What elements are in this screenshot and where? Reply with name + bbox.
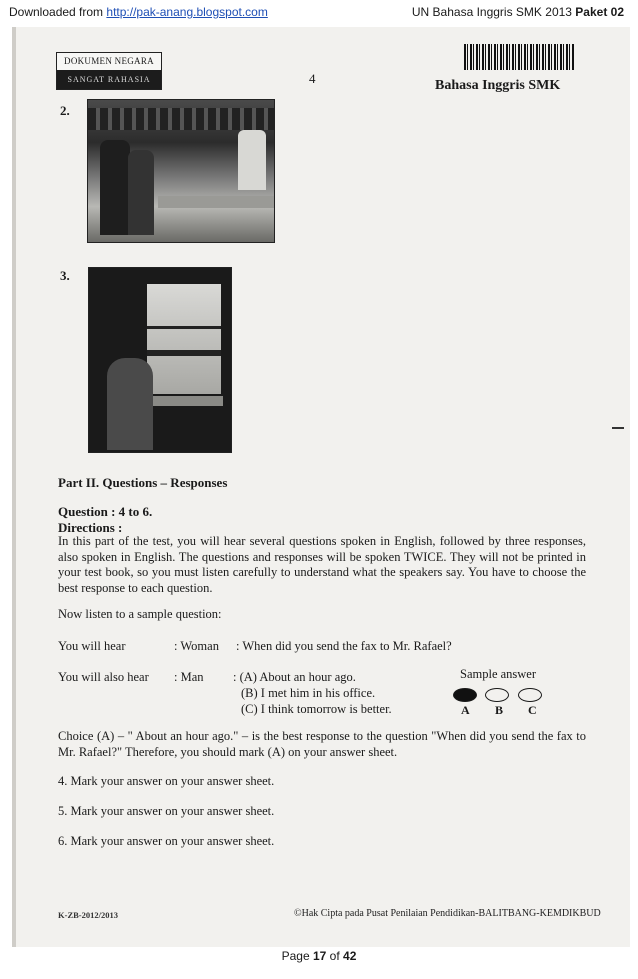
- page-sep: of: [326, 949, 344, 963]
- exam-title: [412, 5, 624, 19]
- stamp-bottom: SANGAT RAHASIA: [57, 70, 161, 89]
- bubble-c-label: C: [528, 703, 537, 717]
- page-number: 4: [309, 71, 316, 86]
- page-prefix: Page: [281, 949, 313, 963]
- photo-figure: [107, 358, 153, 450]
- photo-window-bar: [147, 326, 221, 329]
- man-label: : Man: [174, 670, 204, 684]
- scanned-page: [12, 27, 630, 947]
- blog-link[interactable]: http://pak-anang.blogspot.com: [106, 5, 268, 19]
- option-c: (C) I think tomorrow is better.: [241, 702, 392, 716]
- directions-text: In this part of the test, you will hear several questions spoken in English, followed by three responses, also spoken in English. The questions and responses will be spoken TWICE. They will not be printed in your test book, so you must listen carefully to understand what the speakers say. You have to choose the best response to each question.: [58, 534, 586, 595]
- barcode: [464, 44, 574, 70]
- photo-figure: [100, 140, 130, 235]
- photo-shelf: [88, 108, 274, 130]
- page-total: 42: [343, 949, 357, 963]
- document-stamp: [56, 52, 162, 90]
- photo-window-bar: [147, 350, 221, 356]
- option-b: (B) I met him in his office.: [241, 686, 376, 700]
- download-source: [9, 5, 268, 19]
- page-current: 17: [312, 949, 327, 963]
- photo-market-stall: [87, 99, 275, 243]
- stamp-top: DOKUMEN NEGARA: [57, 53, 161, 70]
- sample-answer-label: Sample answer: [460, 667, 537, 681]
- exam-name: UN Bahasa Inggris SMK 2013: [411, 5, 576, 19]
- sample-answer-bubbles: [453, 688, 548, 704]
- bubble-b: [485, 688, 509, 702]
- page-counter: [0, 949, 638, 963]
- margin-mark: [612, 427, 624, 429]
- mark-answer-6: 6. Mark your answer on your answer sheet.: [58, 834, 275, 848]
- photo-figure: [238, 130, 266, 190]
- top-header-bar: [0, 0, 638, 26]
- photo-woman-at-window: [88, 267, 232, 453]
- bubble-c: [518, 688, 542, 702]
- woman-question: : When did you send the fax to Mr. Rafael?: [236, 639, 452, 653]
- bubble-a-filled: [453, 688, 477, 702]
- bubble-a-label: A: [461, 703, 470, 717]
- part-title: Part II. Questions – Responses: [58, 475, 228, 490]
- directions-label: Directions :: [58, 520, 123, 535]
- you-will-also-hear-label: You will also hear: [58, 670, 149, 684]
- question-range: Question : 4 to 6.: [58, 504, 153, 519]
- photo-counter: [158, 196, 274, 208]
- listen-instruction: Now listen to a sample question:: [58, 607, 222, 621]
- photo-figure: [128, 150, 154, 235]
- subject-title: Bahasa Inggris SMK: [435, 78, 561, 93]
- paket-label: Paket 02: [575, 5, 624, 19]
- choice-explanation: Choice (A) – " About an hour ago." – is the best response to the question "When did you send the fax to Mr. Rafael?" Therefore, you should mark (A) on your answer sheet.: [58, 729, 586, 759]
- mark-answer-5: 5. Mark your answer on your answer sheet.: [58, 804, 275, 818]
- scan-edge: [12, 27, 16, 947]
- you-will-hear-label: You will hear: [58, 639, 126, 653]
- downloaded-from-label: Downloaded from: [9, 5, 107, 19]
- item-number-2: 2.: [60, 103, 70, 118]
- option-a: : (A) About an hour ago.: [233, 670, 356, 684]
- mark-answer-4: 4. Mark your answer on your answer sheet.: [58, 774, 275, 788]
- item-number-3: 3.: [60, 268, 70, 283]
- photo-window: [147, 284, 221, 394]
- woman-label: : Woman: [174, 639, 219, 653]
- bubble-b-label: B: [495, 703, 504, 717]
- footer-copyright: ©Hak Cipta pada Pusat Penilaian Pendidikan-BALITBANG-KEMDIKBUD: [294, 908, 601, 919]
- photo-sill: [149, 396, 223, 406]
- footer-code: K-ZB-2012/2013: [58, 910, 118, 920]
